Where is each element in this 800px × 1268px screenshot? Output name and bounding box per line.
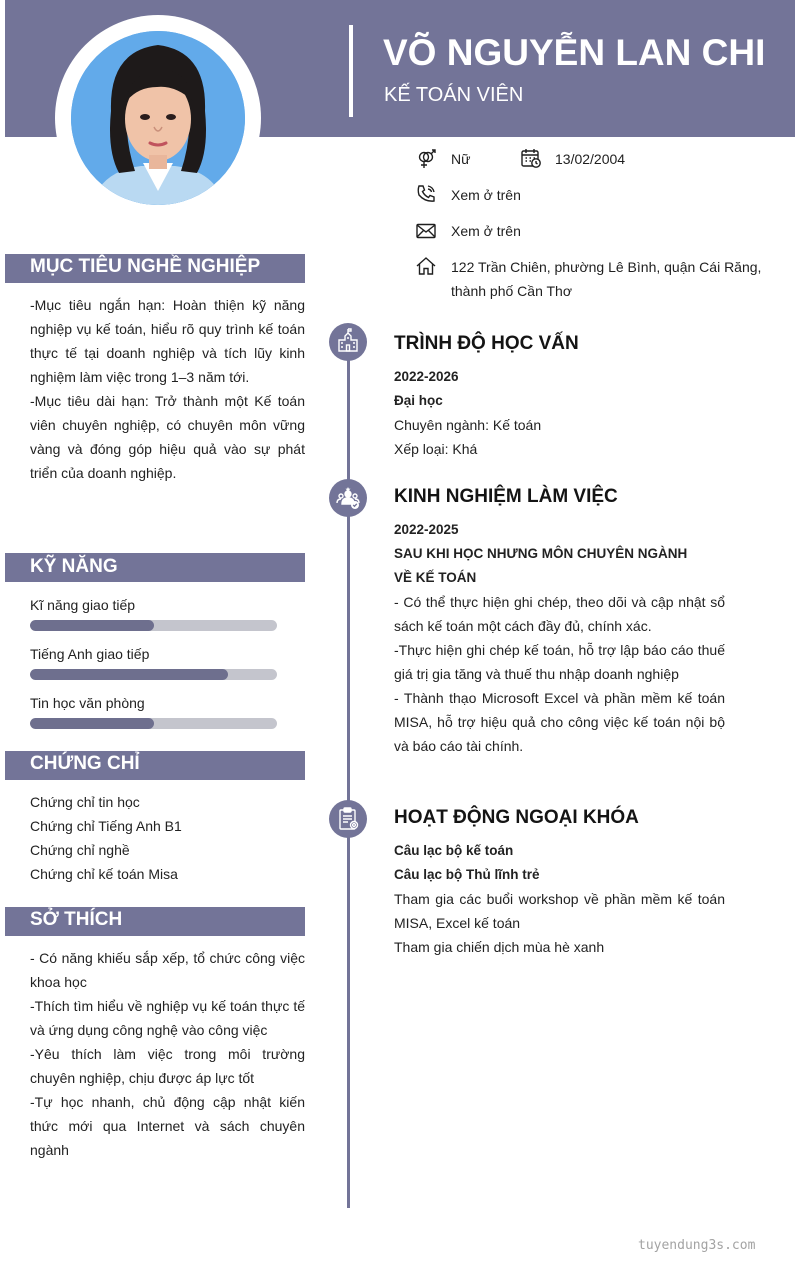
skill-bar [30, 718, 277, 729]
activities-title: HOẠT ĐỘNG NGOẠI KHÓA [394, 807, 639, 828]
certificate-item: Chứng chỉ tin học [30, 794, 140, 810]
certificate-item: Chứng chỉ Tiếng Anh B1 [30, 818, 182, 834]
certificates-list [30, 790, 182, 886]
experience-period: 2022-2025 [394, 522, 459, 537]
gender-value: Nữ [451, 151, 471, 167]
home-icon [415, 255, 437, 277]
skill-label: Tin học văn phòng [30, 695, 145, 711]
birthday-value: 13/02/2004 [555, 151, 626, 167]
experience-bullet: - Có thể thực hiện ghi chép, theo dõi và cập nhật sổ sách kế toán một cách đầy đủ, chính xác. [394, 594, 725, 634]
calendar-icon [520, 147, 542, 169]
watermark-text: tuyendung3s.com [638, 1238, 756, 1253]
hobby-item: -Thích tìm hiểu về nghiệp vụ kế toán thực tế và ứng dụng công nghệ vào công việc [30, 998, 305, 1038]
activity-description: Tham gia chiến dịch mùa hè xanh [394, 939, 605, 955]
objective-short-term: -Mục tiêu ngắn hạn: Hoàn thiện kỹ năng nghiệp vụ kế toán, hiểu rõ quy trình kế toán thực tế tại doanh nghiệp và tích lũy kinh nghiệm làm việc trong 1–3 năm tới. [30, 297, 305, 385]
skill-label: Kĩ năng giao tiếp [30, 597, 136, 613]
address-line-2: thành phố Cần Thơ [451, 283, 573, 299]
team-icon [329, 479, 367, 517]
certificate-item: Chứng chỉ kế toán Misa [30, 866, 178, 882]
education-details [394, 365, 725, 461]
experience-role: SAU KHI HỌC NHƯNG MÔN CHUYÊN NGÀNH [394, 546, 688, 561]
experience-bullet: - Thành thạo Microsoft Excel và phần mềm kế toán MISA, hỗ trợ hiệu quả cho công việc kế toán nội bộ và báo cáo tài chính. [394, 690, 725, 754]
mail-icon [415, 220, 437, 242]
skills-title: KỸ NĂNG [30, 556, 118, 577]
hobbies-list [30, 946, 305, 1162]
objective-title: MỤC TIÊU NGHỀ NGHIỆP [30, 256, 261, 277]
avatar-photo [71, 31, 245, 205]
education-title: TRÌNH ĐỘ HỌC VẤN [394, 333, 579, 354]
hobby-item: -Tự học nhanh, chủ động cập nhật kiến thức mới qua Internet và sách chuyên ngành [30, 1094, 305, 1158]
school-icon [329, 323, 367, 361]
certificate-item: Chứng chỉ nghề [30, 842, 130, 858]
experience-title: KINH NGHIỆM LÀM VIỆC [394, 486, 618, 507]
certificates-title: CHỨNG CHỈ [30, 753, 140, 774]
activity-description: Tham gia các buổi workshop về phần mềm kế toán MISA, Excel kế toán [394, 891, 725, 931]
activity-club: Câu lạc bộ Thủ lĩnh trẻ [394, 867, 540, 882]
education-rank: Xếp loại: Khá [394, 441, 478, 457]
experience-role: VỀ KẾ TOÁN [394, 570, 477, 585]
activity-club: Câu lạc bộ kế toán [394, 843, 514, 858]
objective-long-term: -Mục tiêu dài hạn: Trở thành một Kế toán viên chuyên nghiệp, có chuyên môn vững vàng và đóng góp hiệu quả vào sự phát triển của doanh nghiệp. [30, 393, 305, 481]
activities-details [394, 839, 725, 959]
skill-bar-fill [30, 669, 228, 680]
phone-icon [415, 183, 437, 205]
address-line-1: 122 Trần Chiên, phường Lê Bình, quận Cái Răng, [451, 259, 762, 275]
education-major: Chuyên ngành: Kế toán [394, 417, 542, 433]
email-value: Xem ở trên [451, 223, 521, 239]
phone-value: Xem ở trên [451, 187, 521, 203]
experience-details [394, 518, 725, 758]
job-title: KẾ TOÁN VIÊN [384, 84, 524, 106]
education-degree: Đại học [394, 393, 443, 408]
candidate-name: VÕ NGUYỄN LAN CHI [383, 32, 766, 73]
hobbies-title: SỞ THÍCH [30, 909, 123, 930]
skill-bar [30, 669, 277, 680]
header-divider [349, 25, 353, 117]
education-period: 2022-2026 [394, 369, 459, 384]
skill-label: Tiếng Anh giao tiếp [30, 646, 150, 662]
hobby-item: - Có năng khiếu sắp xếp, tổ chức công việc khoa học [30, 950, 305, 990]
clipboard-icon [329, 800, 367, 838]
hobby-item: -Yêu thích làm việc trong môi trường chuyên nghiệp, chịu được áp lực tốt [30, 1046, 305, 1086]
experience-bullet: -Thực hiện ghi chép kế toán, hỗ trợ lập báo cáo thuế giá trị gia tăng và thuế thu nhập doanh nghiệp [394, 642, 725, 682]
timeline-line [347, 330, 350, 1208]
skill-bar [30, 620, 277, 631]
gender-icon [415, 148, 437, 170]
skill-bar-fill [30, 620, 154, 631]
objective-text [30, 293, 305, 485]
skill-bar-fill [30, 718, 154, 729]
